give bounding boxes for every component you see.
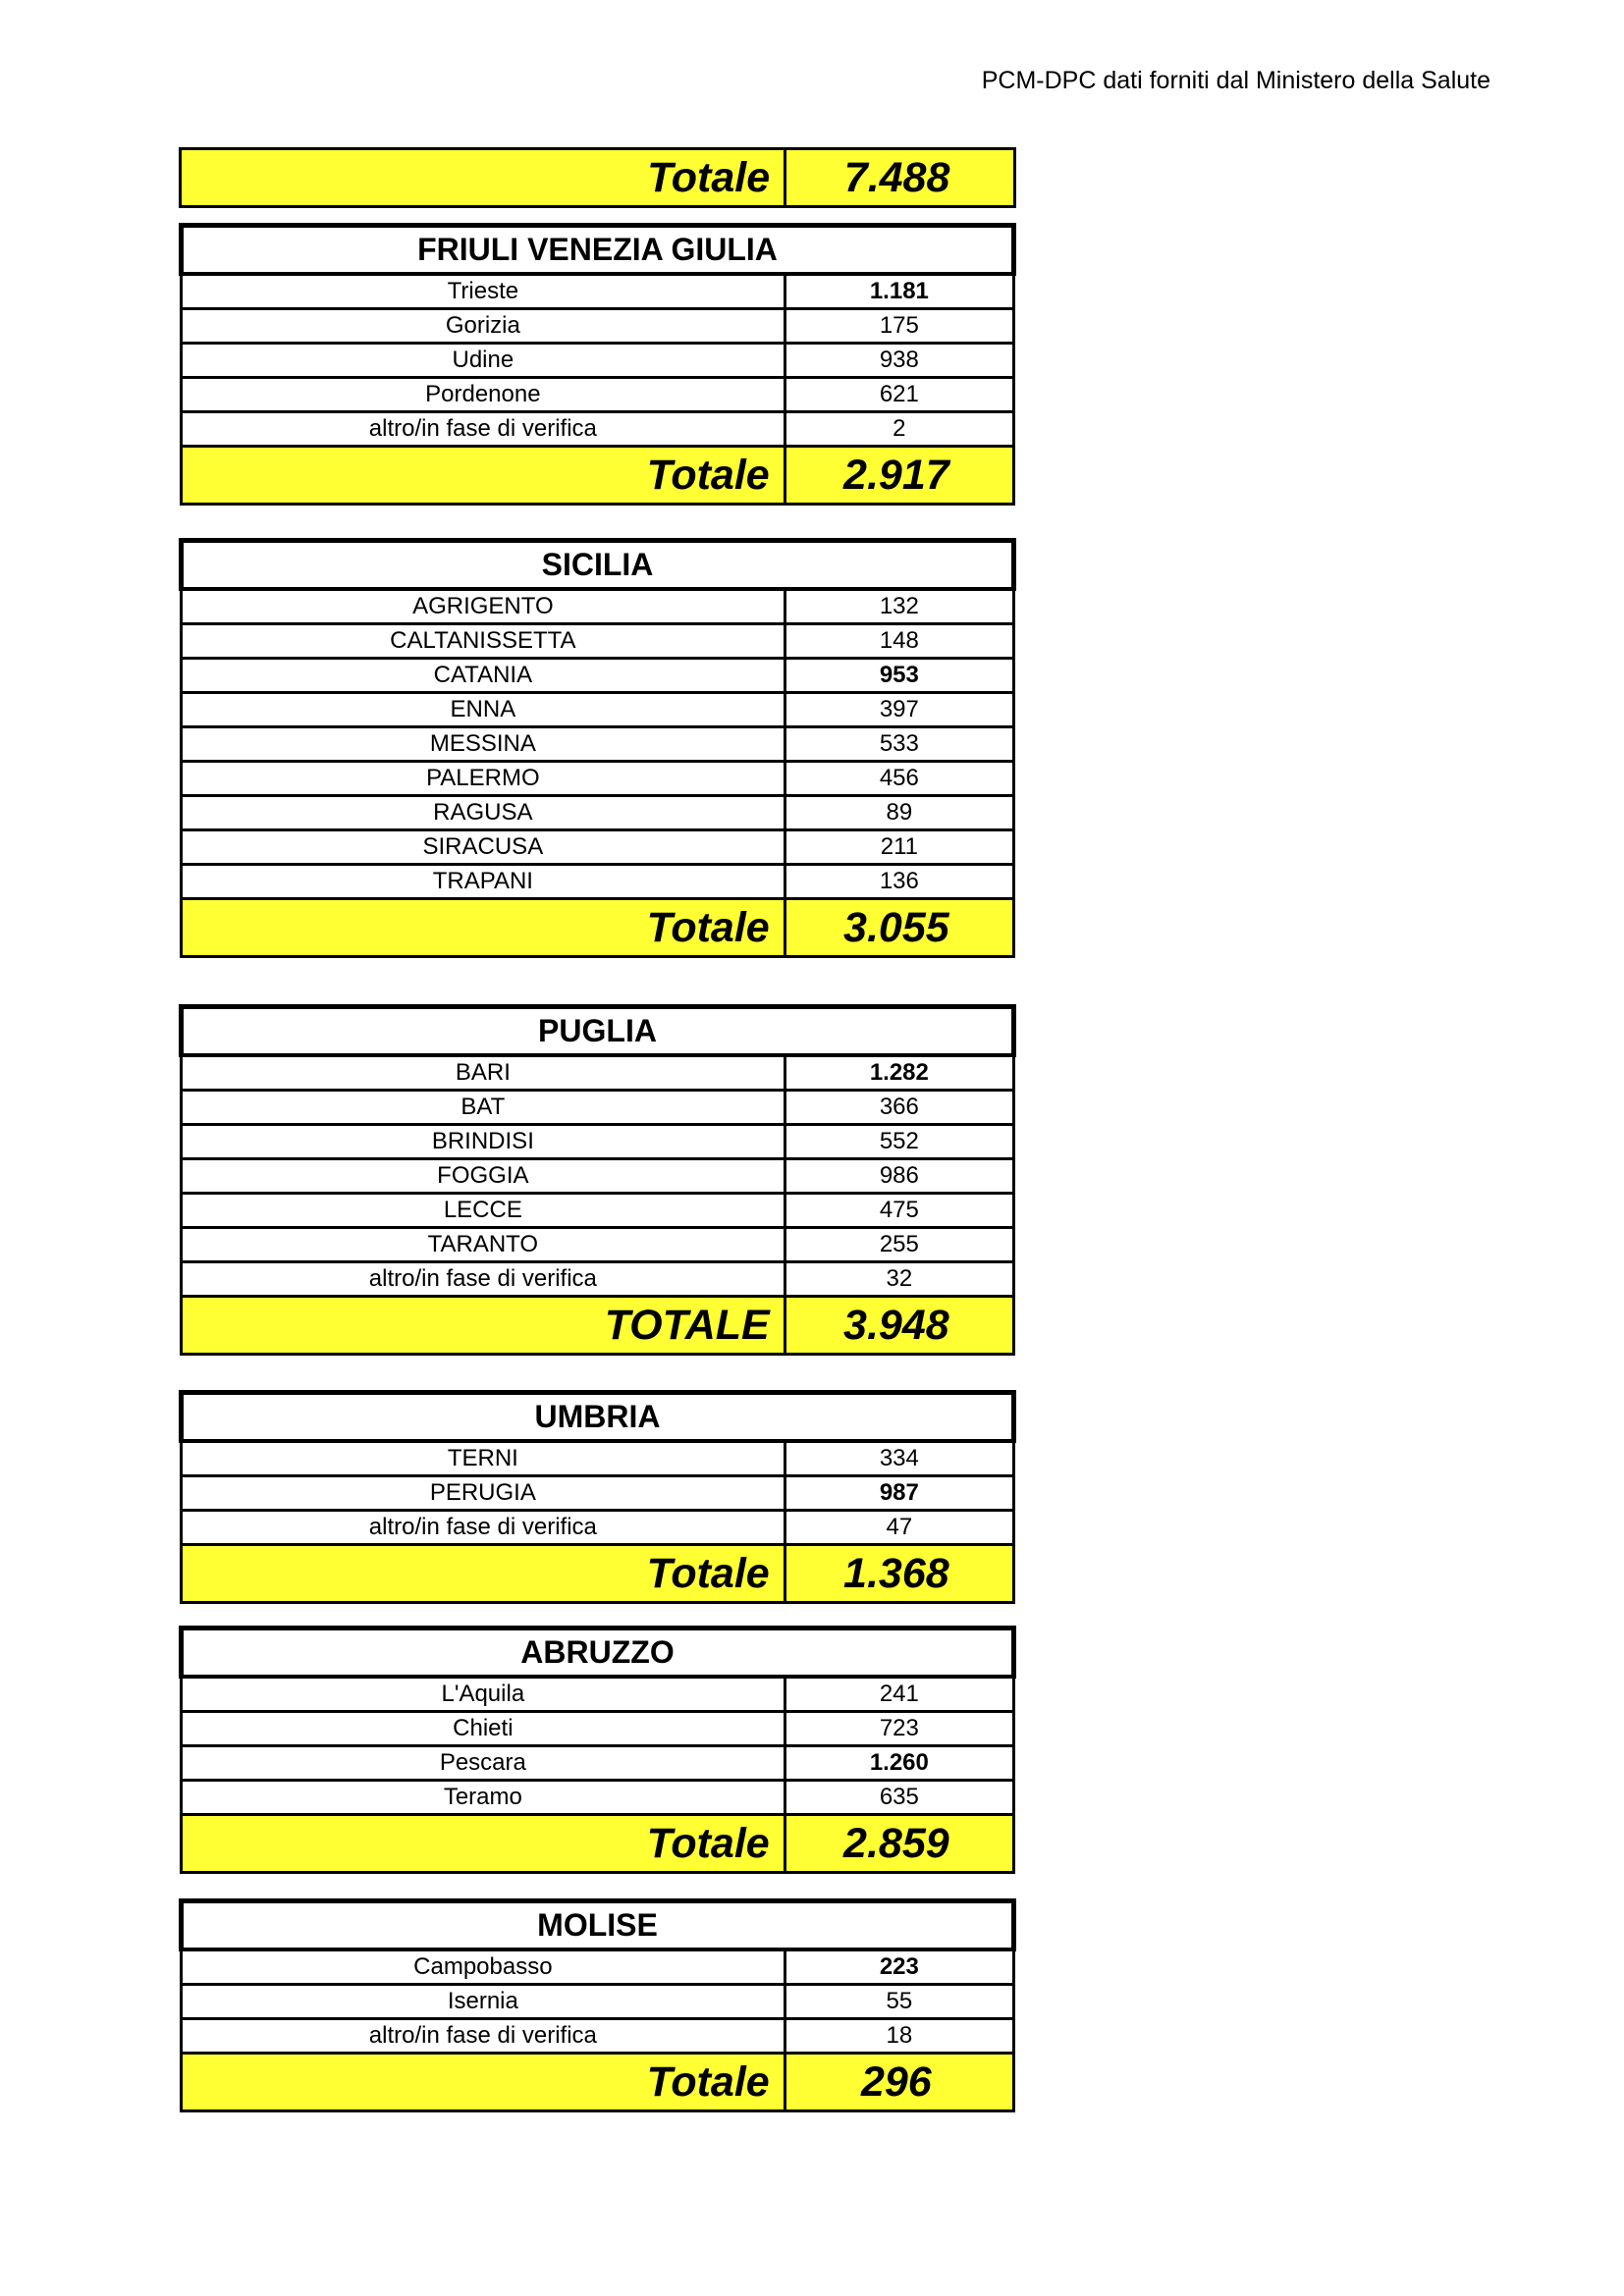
province-name: CALTANISSETTA	[182, 624, 785, 659]
province-value: 89	[785, 796, 1013, 830]
province-value: 148	[785, 624, 1013, 659]
table-row	[182, 1228, 1014, 1262]
top-total-table	[179, 147, 1016, 208]
table-row	[182, 1194, 1014, 1228]
total-value: 2.859	[785, 1815, 1013, 1873]
province-name: LECCE	[182, 1194, 785, 1228]
province-name: TARANTO	[182, 1228, 785, 1262]
table-row	[182, 727, 1014, 762]
province-name: Isernia	[182, 1985, 785, 2019]
region-name: ABRUZZO	[182, 1629, 1014, 1678]
table-row	[182, 1055, 1014, 1091]
province-name: CATANIA	[182, 659, 785, 693]
table-row	[182, 1476, 1014, 1511]
table-row	[182, 378, 1014, 412]
region-table-sicilia	[179, 538, 1016, 958]
region-table-umbria	[179, 1390, 1016, 1604]
table-row	[182, 344, 1014, 378]
total-label: Totale	[182, 2054, 785, 2111]
province-name: BAT	[182, 1091, 785, 1125]
province-name: ENNA	[182, 693, 785, 727]
total-value: 3.055	[785, 899, 1013, 957]
region-name: UMBRIA	[182, 1393, 1014, 1442]
province-name: BRINDISI	[182, 1125, 785, 1159]
table-row	[182, 796, 1014, 830]
province-value: 456	[785, 762, 1013, 796]
province-name: AGRIGENTO	[182, 589, 785, 624]
province-name: Teramo	[182, 1781, 785, 1815]
province-value: 621	[785, 378, 1013, 412]
province-value: 223	[785, 1949, 1013, 1985]
province-name: altro/in fase di verifica	[182, 1262, 785, 1297]
province-name: PALERMO	[182, 762, 785, 796]
province-name: altro/in fase di verifica	[182, 1511, 785, 1545]
table-row	[182, 1985, 1014, 2019]
table-row	[182, 589, 1014, 624]
table-row	[182, 1091, 1014, 1125]
province-name: SIRACUSA	[182, 830, 785, 865]
province-value: 1.282	[785, 1055, 1013, 1091]
region-title-row	[182, 1007, 1014, 1056]
region-table-puglia	[179, 1004, 1016, 1356]
province-value: 18	[785, 2019, 1013, 2054]
province-value: 136	[785, 865, 1013, 899]
province-value: 635	[785, 1781, 1013, 1815]
province-name: Campobasso	[182, 1949, 785, 1985]
total-label: Totale	[181, 149, 785, 207]
province-value: 175	[785, 309, 1013, 344]
total-row	[181, 149, 1015, 207]
province-name: altro/in fase di verifica	[182, 2019, 785, 2054]
total-row	[182, 1297, 1014, 1355]
table-row	[182, 1746, 1014, 1781]
province-value: 55	[785, 1985, 1013, 2019]
province-name: Chieti	[182, 1712, 785, 1746]
table-row	[182, 1511, 1014, 1545]
province-name: TERNI	[182, 1441, 785, 1476]
total-value: 7.488	[785, 149, 1015, 207]
province-name: RAGUSA	[182, 796, 785, 830]
province-value: 366	[785, 1091, 1013, 1125]
region-table-abruzzo	[179, 1626, 1016, 1874]
province-name: BARI	[182, 1055, 785, 1091]
province-name: Trieste	[182, 274, 785, 309]
province-value: 986	[785, 1159, 1013, 1194]
province-name: Pescara	[182, 1746, 785, 1781]
total-row	[182, 2054, 1014, 2111]
province-value: 533	[785, 727, 1013, 762]
region-table-friuli-venezia-giulia	[179, 223, 1016, 506]
region-title-row	[182, 1393, 1014, 1442]
province-name: TRAPANI	[182, 865, 785, 899]
table-row	[182, 1677, 1014, 1712]
region-title-row	[182, 226, 1014, 275]
table-row	[182, 1159, 1014, 1194]
table-row	[182, 1781, 1014, 1815]
table-row	[182, 2019, 1014, 2054]
province-value: 47	[785, 1511, 1013, 1545]
source-header: PCM-DPC dati forniti dal Ministero della Salute	[981, 67, 1490, 94]
region-name: MOLISE	[182, 1901, 1014, 1950]
table-row	[182, 1441, 1014, 1476]
province-value: 723	[785, 1712, 1013, 1746]
table-row	[182, 309, 1014, 344]
total-label: Totale	[182, 899, 785, 957]
table-row	[182, 274, 1014, 309]
total-value: 1.368	[785, 1545, 1013, 1603]
total-label: TOTALE	[182, 1297, 785, 1355]
table-row	[182, 659, 1014, 693]
total-label: Totale	[182, 447, 785, 505]
total-label: Totale	[182, 1815, 785, 1873]
province-value: 255	[785, 1228, 1013, 1262]
region-title-row	[182, 1629, 1014, 1678]
total-label: Totale	[182, 1545, 785, 1603]
province-value: 1.181	[785, 274, 1013, 309]
table-row	[182, 624, 1014, 659]
province-name: MESSINA	[182, 727, 785, 762]
province-name: PERUGIA	[182, 1476, 785, 1511]
province-value: 211	[785, 830, 1013, 865]
province-value: 334	[785, 1441, 1013, 1476]
table-row	[182, 830, 1014, 865]
total-value: 2.917	[785, 447, 1013, 505]
province-name: Pordenone	[182, 378, 785, 412]
region-name: PUGLIA	[182, 1007, 1014, 1056]
province-name: Udine	[182, 344, 785, 378]
province-value: 938	[785, 344, 1013, 378]
table-row	[182, 1949, 1014, 1985]
province-value: 475	[785, 1194, 1013, 1228]
province-value: 132	[785, 589, 1013, 624]
province-value: 2	[785, 412, 1013, 447]
province-value: 397	[785, 693, 1013, 727]
region-name: FRIULI VENEZIA GIULIA	[182, 226, 1014, 275]
total-value: 296	[785, 2054, 1013, 2111]
region-name: SICILIA	[182, 541, 1014, 590]
table-row	[182, 412, 1014, 447]
table-row	[182, 1262, 1014, 1297]
province-value: 987	[785, 1476, 1013, 1511]
total-row	[182, 1545, 1014, 1603]
total-value: 3.948	[785, 1297, 1013, 1355]
province-value: 241	[785, 1677, 1013, 1712]
region-title-row	[182, 541, 1014, 590]
total-row	[182, 447, 1014, 505]
table-row	[182, 693, 1014, 727]
region-title-row	[182, 1901, 1014, 1950]
total-row	[182, 899, 1014, 957]
table-row	[182, 762, 1014, 796]
province-name: L'Aquila	[182, 1677, 785, 1712]
table-row	[182, 1712, 1014, 1746]
province-value: 1.260	[785, 1746, 1013, 1781]
region-table-molise	[179, 1898, 1016, 2112]
province-name: FOGGIA	[182, 1159, 785, 1194]
table-row	[182, 1125, 1014, 1159]
province-name: Gorizia	[182, 309, 785, 344]
province-value: 32	[785, 1262, 1013, 1297]
table-row	[182, 865, 1014, 899]
province-value: 953	[785, 659, 1013, 693]
total-row	[182, 1815, 1014, 1873]
province-value: 552	[785, 1125, 1013, 1159]
province-name: altro/in fase di verifica	[182, 412, 785, 447]
